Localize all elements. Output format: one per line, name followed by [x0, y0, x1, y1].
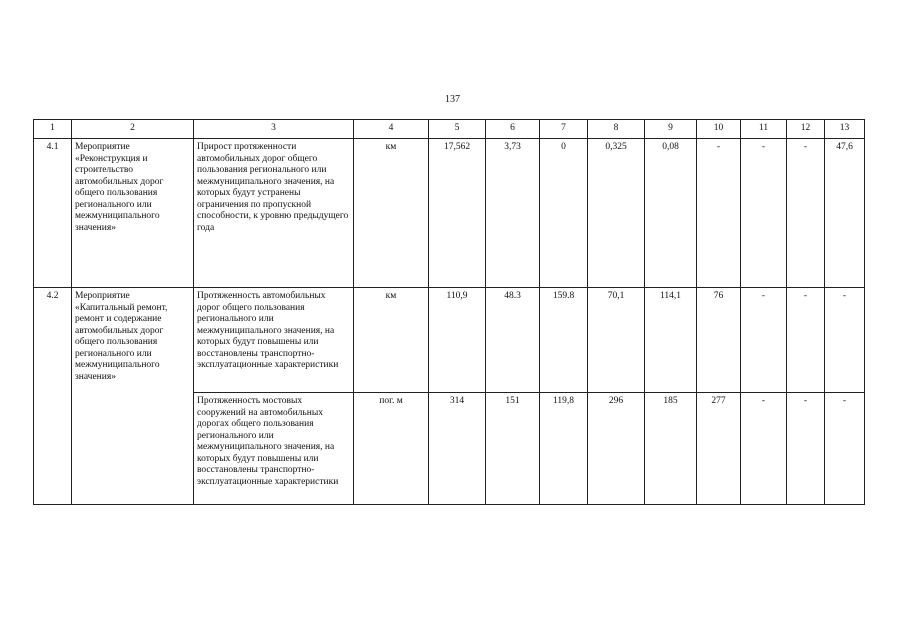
unit-cell: пог. м	[354, 393, 429, 505]
value-cell: -	[825, 393, 865, 505]
value-cell: 48.3	[486, 288, 540, 393]
event-cell: Мероприятие «Реконструкция и строительство автомобильных дорог общего пользования регионального или межмуниципального значения»	[72, 139, 194, 288]
column-header: 10	[697, 120, 741, 139]
table-row	[34, 139, 865, 288]
value-cell: 277	[697, 393, 741, 505]
value-cell: 0,08	[645, 139, 697, 288]
row-number: 4.2	[34, 288, 72, 505]
value-cell: 70,1	[588, 288, 645, 393]
row-number: 4.1	[34, 139, 72, 288]
value-cell: 0,325	[588, 139, 645, 288]
value-cell: 3,73	[486, 139, 540, 288]
value-cell: 110,9	[429, 288, 486, 393]
value-cell: 76	[697, 288, 741, 393]
value-cell: -	[787, 139, 825, 288]
column-header: 13	[825, 120, 865, 139]
indicator-cell: Прирост протяженности автомобильных дорог общего пользования регионального или межмуниципального значения, на которых будут устранены ограничения по пропускной способности, к уровню предыдущего года	[194, 139, 354, 288]
event-cell: Мероприятие «Капитальный ремонт, ремонт и содержание автомобильных дорог общего пользования регионального или межмуниципального значения»	[72, 288, 194, 505]
value-cell: -	[787, 288, 825, 393]
column-header: 6	[486, 120, 540, 139]
column-header: 8	[588, 120, 645, 139]
page-number: 137	[445, 94, 460, 105]
value-cell: -	[741, 288, 787, 393]
table-row	[34, 288, 865, 393]
column-header: 1	[34, 120, 72, 139]
unit-cell: км	[354, 139, 429, 288]
value-cell: -	[787, 393, 825, 505]
value-cell: 151	[486, 393, 540, 505]
value-cell: 159.8	[540, 288, 588, 393]
column-header: 12	[787, 120, 825, 139]
value-cell: -	[741, 393, 787, 505]
value-cell: 114,1	[645, 288, 697, 393]
indicator-cell: Протяженность мостовых сооружений на автомобильных дорогах общего пользования регионального или межмуниципального значения, на которых будут повышены или восстановлены транспортно-эксплуатационные характеристики	[194, 393, 354, 505]
value-cell: 47,6	[825, 139, 865, 288]
unit-cell: км	[354, 288, 429, 393]
indicator-cell: Протяженность автомобильных дорог общего пользования регионального или межмуниципального значения, на которых будут повышены или восстановлены транспортно-эксплуатационные характеристики	[194, 288, 354, 393]
value-cell: 17,562	[429, 139, 486, 288]
column-header: 9	[645, 120, 697, 139]
column-header: 7	[540, 120, 588, 139]
column-header: 4	[354, 120, 429, 139]
indicators-table	[33, 119, 865, 505]
value-cell: -	[741, 139, 787, 288]
value-cell: 185	[645, 393, 697, 505]
value-cell: 296	[588, 393, 645, 505]
header-row	[34, 120, 865, 139]
value-cell: 0	[540, 139, 588, 288]
value-cell: -	[697, 139, 741, 288]
column-header: 11	[741, 120, 787, 139]
value-cell: 314	[429, 393, 486, 505]
value-cell: 119,8	[540, 393, 588, 505]
column-header: 2	[72, 120, 194, 139]
column-header: 3	[194, 120, 354, 139]
value-cell: -	[825, 288, 865, 393]
column-header: 5	[429, 120, 486, 139]
